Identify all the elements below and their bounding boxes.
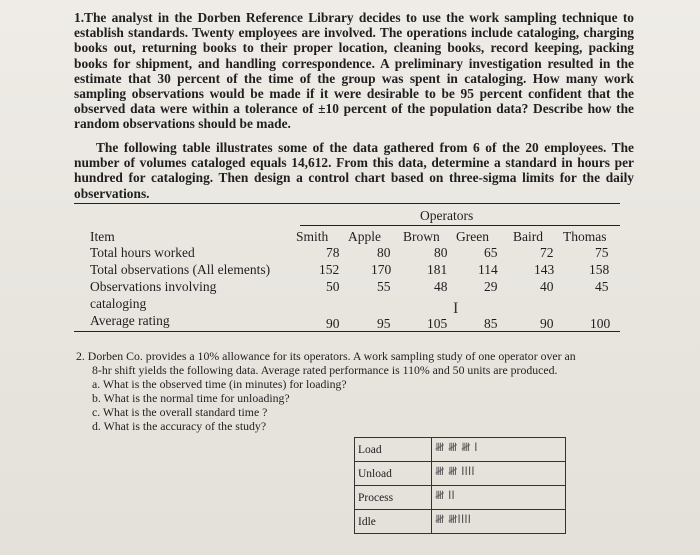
- question-b: b. What is the normal time for unloading?: [92, 391, 290, 405]
- operator-header-green: Green: [456, 229, 489, 244]
- operators-heading: Operators: [420, 208, 474, 223]
- table-row: [355, 462, 566, 486]
- row-label-cataloging-2: cataloging: [90, 296, 147, 311]
- table-bottom-rule: [74, 331, 620, 332]
- table-cell: 55: [377, 279, 391, 294]
- problem-2-intro-cont: 8-hr shift yields the following data. Average rated performance is 110% and 50 units are produced.: [92, 363, 558, 377]
- operator-header-thomas: Thomas: [563, 229, 607, 244]
- row-label-rating: Average rating: [90, 313, 170, 328]
- operator-header-smith: Smith: [296, 229, 329, 244]
- table-cell: 75: [595, 245, 609, 260]
- tally-marks-idle: 𝍸 𝍸IIII: [432, 510, 566, 534]
- table-cell: 158: [589, 262, 610, 277]
- text-cursor-icon: I: [453, 300, 459, 317]
- table-row: [355, 486, 566, 510]
- table-cell: 114: [478, 262, 498, 277]
- row-label-cataloging: Observations involving: [90, 279, 217, 294]
- table-row: [355, 438, 566, 462]
- table-cell: 29: [484, 279, 498, 294]
- tally-table: [354, 437, 566, 534]
- table-cell: 105: [427, 316, 448, 331]
- table-cell: 152: [319, 262, 340, 277]
- table-top-rule: [74, 203, 620, 204]
- tally-label-idle: Idle: [355, 510, 432, 534]
- tally-label-load: Load: [355, 438, 432, 462]
- table-cell: 45: [595, 279, 609, 294]
- problem-2-intro: 2. Dorben Co. provides a 10% allowance for its operators. A work sampling study of one operator over an: [76, 349, 576, 363]
- table-cell: 181: [427, 262, 448, 277]
- table-cell: 143: [534, 262, 555, 277]
- problem-2: [76, 349, 636, 433]
- table-cell: 90: [540, 316, 554, 331]
- operator-header-baird: Baird: [513, 229, 543, 244]
- table-cell: 170: [371, 262, 392, 277]
- tally-label-process: Process: [355, 486, 432, 510]
- table-cell: 95: [377, 316, 391, 331]
- row-label-hours: Total hours worked: [90, 245, 195, 260]
- operator-header-brown: Brown: [403, 229, 440, 244]
- table-cell: 90: [326, 316, 340, 331]
- row-label-observations: Total observations (All elements): [90, 262, 271, 277]
- operators-underline: [300, 225, 620, 226]
- table-cell: 100: [590, 316, 611, 331]
- table-cell: 50: [326, 279, 340, 294]
- table-row: [355, 510, 566, 534]
- tally-label-unload: Unload: [355, 462, 432, 486]
- tally-marks-process: 𝍸 II: [432, 486, 566, 510]
- table-cell: 65: [484, 245, 498, 260]
- operator-header-apple: Apple: [348, 229, 381, 244]
- table-cell: 80: [377, 245, 391, 260]
- item-header: Item: [90, 229, 115, 244]
- table-cell: 85: [484, 316, 498, 331]
- table-cell: 48: [434, 279, 448, 294]
- tally-marks-unload: 𝍸 𝍸 IIII: [432, 462, 566, 486]
- problem-1-paragraph-1: 1.The analyst in the Dorben Reference Library decides to use the work sampling technique to establish standards. Twenty employees are involved. The operations include cataloging, charging books out, returning books to their proper location, cleaning books, record keeping, packing books for shipment, and handling correspondence. A preliminary investigation resulted in the estimate that 30 percent of the time of the group was spent in cataloging. How many work sampling observations would be made if it were desirable to be 95 percent confident that the observed data were within a tolerance of ±10 percent of the population data? Describe how the random observations should be made.: [74, 10, 634, 132]
- question-a: a. What is the observed time (in minutes) for loading?: [92, 377, 347, 391]
- question-d: d. What is the accuracy of the study?: [92, 419, 267, 433]
- table-cell: 72: [540, 245, 554, 260]
- question-c: c. What is the overall standard time ?: [92, 405, 268, 419]
- problem-1-paragraph-2: The following table illustrates some of the data gathered from 6 of the 20 employees. The number of volumes cataloged equals 14,612. From this data, determine a standard in hours per hundred for cataloging. Then design a control chart based on three-sigma limits for the daily observations.: [74, 140, 634, 201]
- table-cell: 80: [434, 245, 448, 260]
- table-cell: 40: [540, 279, 554, 294]
- tally-marks-load: 𝍸 𝍸 𝍸 I: [432, 438, 566, 462]
- table-cell: 78: [326, 245, 340, 260]
